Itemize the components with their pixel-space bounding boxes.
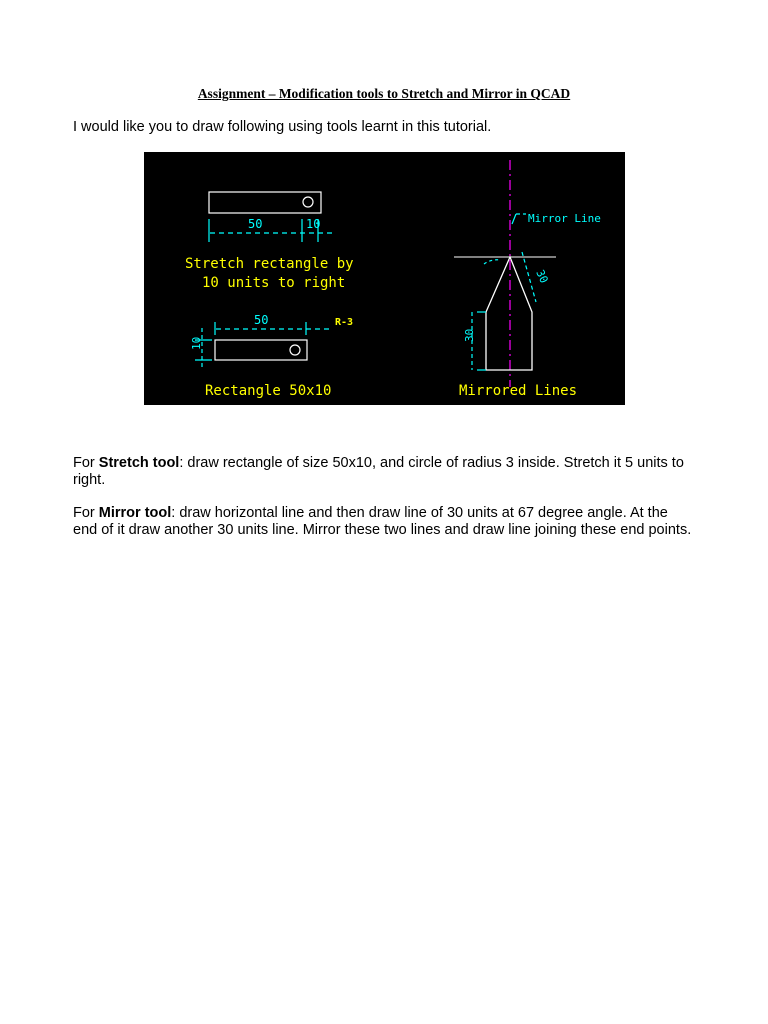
dim-50-bottom: 50 — [254, 313, 269, 327]
intro-paragraph: I would like you to draw following using tools learnt in this tutorial. — [73, 119, 492, 135]
dim-30-angle: 30 — [533, 267, 551, 286]
mirror-dimension-lines — [472, 214, 536, 370]
top-circle — [303, 197, 313, 207]
cad-drawing — [144, 152, 625, 405]
cad-figure — [144, 152, 625, 405]
mirror-instructions: : draw horizontal line and then draw line of 30 units at 67 degree angle. At the end of it draw another 30 units line. Mirror these two lines and draw line joining these end points. — [73, 505, 692, 538]
stretch-caption-line2: 10 units to right — [202, 275, 346, 291]
mirror-paragraph — [73, 505, 693, 539]
stretch-prefix: For — [73, 455, 99, 471]
dim-10-side: 10 — [190, 336, 203, 350]
dim-30-side: 30 — [463, 328, 476, 342]
radius-label: R-3 — [335, 317, 354, 328]
mirror-tool-label: Mirror tool — [98, 505, 172, 521]
bottom-rectangle — [215, 340, 307, 360]
dim-50-top: 50 — [248, 217, 263, 231]
bottom-circle — [290, 345, 300, 355]
dim-10-top: 10 — [306, 217, 321, 231]
stretch-tool-label: Stretch tool — [98, 455, 180, 471]
mirror-caption: Mirrored Lines — [459, 383, 578, 399]
stretch-caption-line1: Stretch rectangle by — [185, 256, 354, 272]
mirror-prefix: For — [73, 505, 99, 521]
stretch-instructions: : draw rectangle of size 50x10, and circle of radius 3 inside. Stretch it 5 units to right. — [73, 455, 684, 488]
stretch-paragraph — [73, 455, 693, 489]
rect-caption: Rectangle 50x10 — [205, 383, 332, 399]
top-rectangle — [209, 192, 321, 213]
mirror-line-label: Mirror Line — [528, 212, 601, 225]
mirrored-lines — [486, 257, 532, 370]
assignment-title: Assignment – Modification tools to Stretch and Mirror in QCAD — [197, 86, 571, 101]
